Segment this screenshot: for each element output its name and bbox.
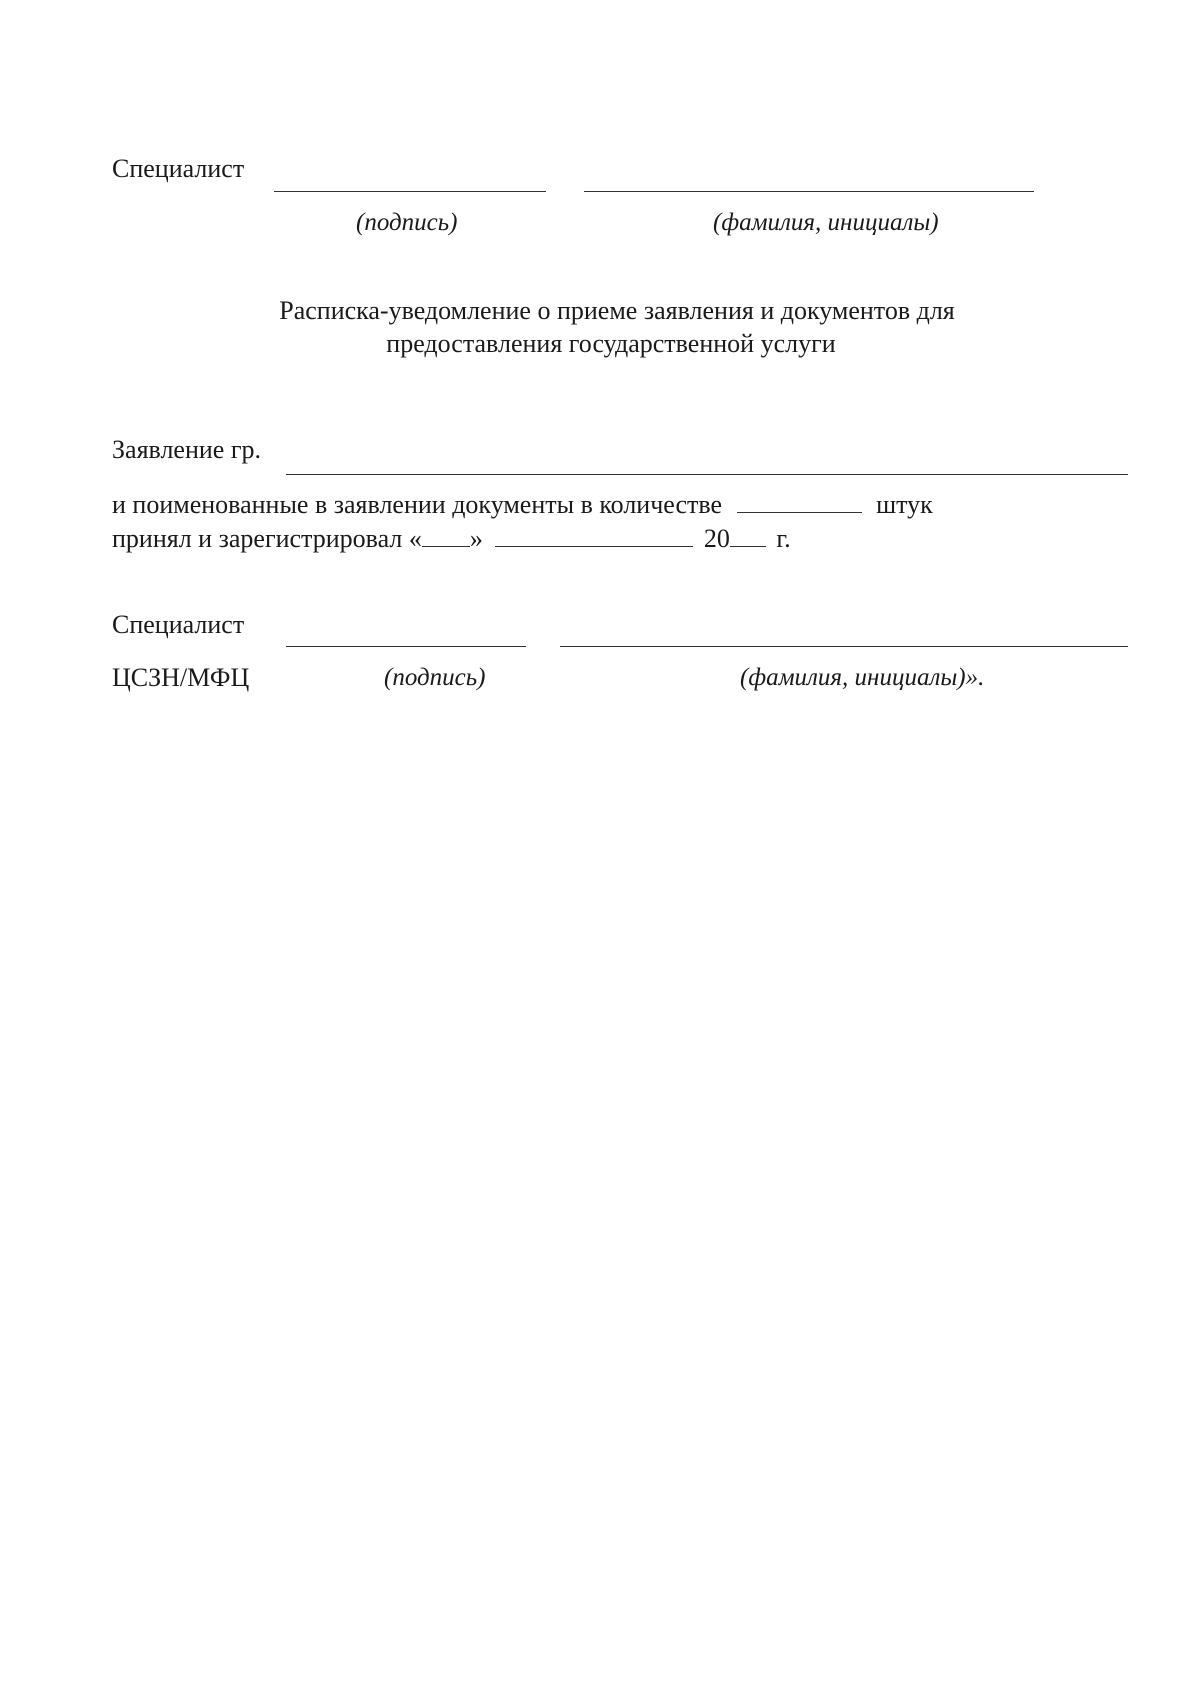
registration-text: принял и зарегистрировал « (112, 524, 422, 553)
documents-count-blank[interactable] (737, 492, 862, 513)
documents-count-text: и поименованные в заявлении документы в количестве (112, 490, 723, 519)
signature-line-top[interactable] (274, 191, 546, 192)
receipt-title-line2: предоставления государственной услуги (386, 329, 836, 358)
registration-year-blank[interactable] (730, 526, 766, 547)
signature-caption-bottom: (подпись) (384, 664, 486, 691)
specialist-label-bottom: Специалист (112, 610, 245, 639)
registration-date-row (112, 524, 791, 554)
registration-year-suffix: г. (776, 524, 791, 553)
name-line-top[interactable] (584, 191, 1034, 192)
name-caption-bottom: (фамилия, инициалы)». (740, 664, 985, 691)
registration-day-blank[interactable] (422, 526, 470, 547)
documents-count-row (112, 490, 933, 520)
application-label: Заявление гр. (112, 435, 262, 464)
registration-year-prefix: 20 (703, 524, 730, 553)
applicant-name-line[interactable] (286, 474, 1128, 475)
signature-line-bottom[interactable] (286, 646, 526, 647)
receipt-title (0, 294, 1200, 360)
receipt-title-line1: Расписка-уведомление о приеме заявления и документов для (279, 296, 955, 325)
org-label-bottom: ЦСЗН/МФЦ (112, 663, 250, 692)
registration-quote-close: » (469, 524, 483, 553)
name-line-bottom[interactable] (560, 646, 1128, 647)
documents-count-unit: штук (876, 490, 933, 519)
signature-caption-top: (подпись) (356, 209, 458, 236)
name-caption-top: (фамилия, инициалы) (713, 209, 939, 236)
specialist-label-top: Специалист (112, 154, 245, 183)
registration-month-blank[interactable] (495, 526, 693, 547)
